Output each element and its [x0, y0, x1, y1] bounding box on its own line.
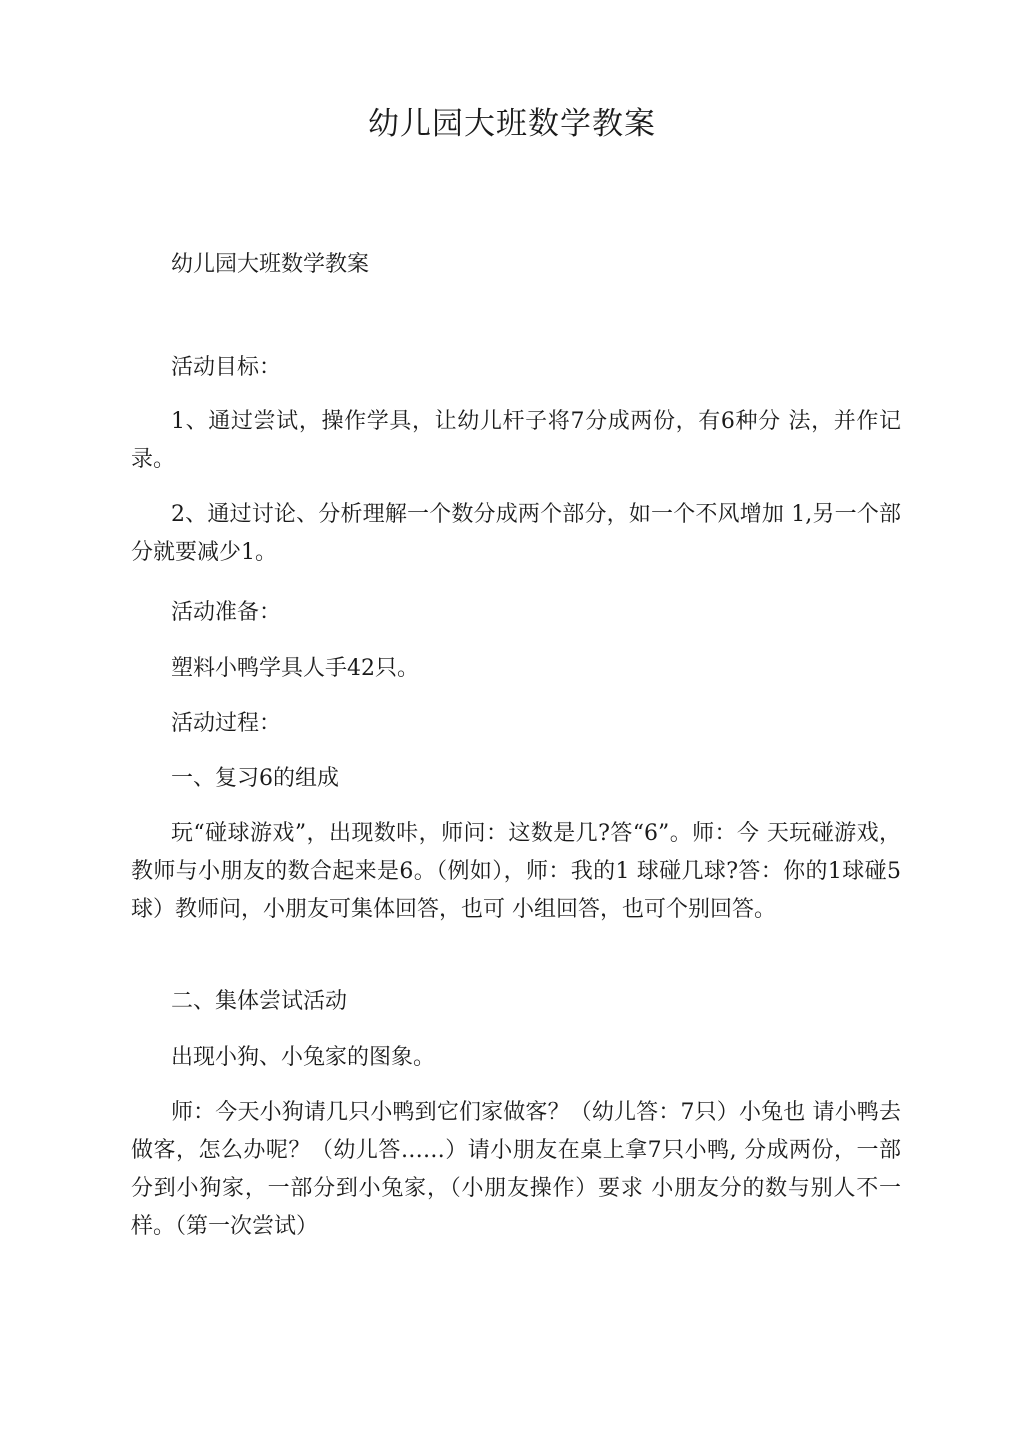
section-heading-goals: 活动目标：	[171, 355, 282, 380]
goal-item-2: 2、通过讨论、分析理解一个数分成两个部分，如一个不风增加 1,另一个部分就要减少1。	[131, 502, 901, 565]
subtitle-paragraph: 幼儿园大班数学教案	[171, 252, 370, 277]
process-step-2-text: 师：今天小狗请几只小鸭到它们家做客？（幼儿答：7只）小兔也 请小鸭去做客，怎么办呢？（幼儿答……）请小朋友在桌上拿7只小鸭, 分成两份，一部分到小狗家，一部分到小兔家，（小朋友操作）要求 小朋友分的数与别人不一样。（第一次尝试）	[131, 1100, 901, 1239]
process-step-1-text: 玩“碰球游戏”，出现数咔，师问：这数是几?答“6”。师：今 天玩碰游戏，教师与小朋友的数合起来是6。（例如），师：我的1 球碰几球?答：你的1球碰5球）教师问，小朋友可集体回答，也可 小组回答，也可个别回答。	[131, 821, 901, 922]
document-title: 幼儿园大班数学教案	[368, 106, 656, 142]
process-step-2-heading: 二、集体尝试活动	[171, 989, 348, 1014]
process-step-2-intro: 出现小狗、小兔家的图象。	[171, 1045, 436, 1070]
section-heading-preparation: 活动准备：	[171, 600, 282, 625]
goal-item-1: 1、通过尝试，操作学具，让幼儿杆子将7分成两份，有6种分 法，并作记录。	[131, 409, 901, 472]
section-heading-process: 活动过程：	[171, 711, 282, 736]
preparation-text: 塑料小鸭学具人手42只。	[171, 656, 419, 681]
process-step-1-heading: 一、复习6的组成	[171, 766, 339, 791]
